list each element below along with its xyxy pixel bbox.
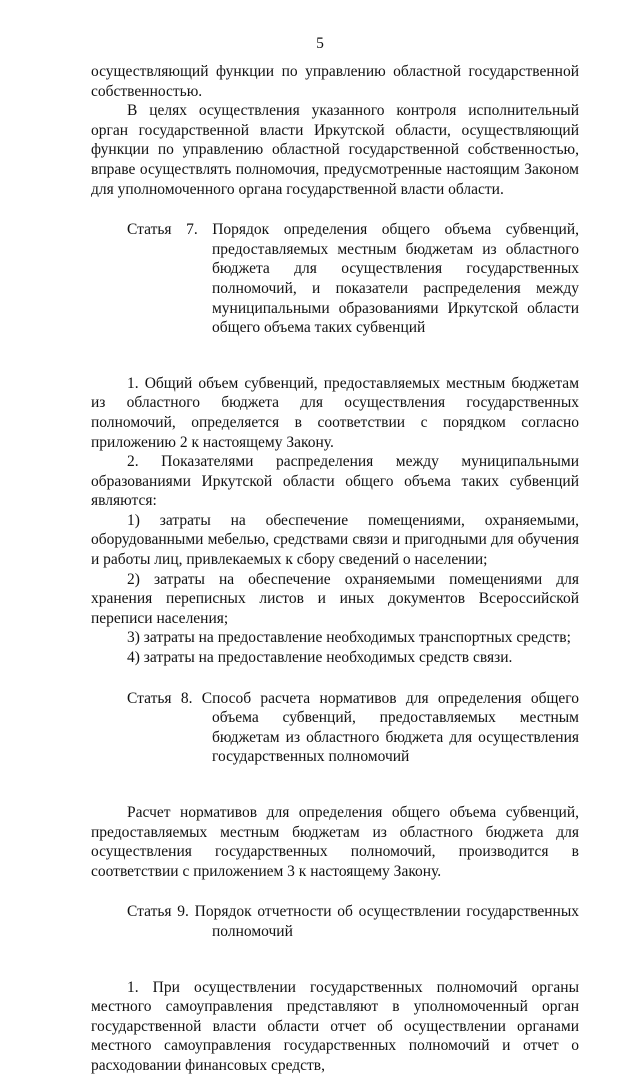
document-body — [91, 62, 579, 1076]
paragraph: 2) затраты на обеспечение охраняемыми помещениями для хранения переписных листов и иных документов Всероссийской переписи населения; — [91, 570, 579, 627]
article-heading: Статья 7. Порядок определения общего объема субвенций, предоставляемых местным бюджетам из областного бюджета для осуществления государственных полномочий, и показатели распределения между муниципальными образованиями Иркутской области общего объема таких субвенций — [127, 221, 579, 337]
page-number: 5 — [316, 35, 324, 52]
paragraph: осуществляющий функции по управлению областной государственной собственностью. — [91, 63, 579, 100]
article-heading: Статья 9. Порядок отчетности об осуществлении государственных полномочий — [127, 903, 579, 940]
paragraph: Расчет нормативов для определения общего объема субвенций, предоставляемых местным бюджетам из областного бюджета для осуществления государственных полномочий, производится в соответствии с приложением 3 к настоящему Закону. — [91, 804, 579, 880]
paragraph: 1) затраты на обеспечение помещениями, охраняемыми, оборудованными мебелью, средствами связи и пригодными для обучения и работы лиц, привлекаемых к сбору сведений о населении; — [91, 511, 579, 569]
paragraph: В целях осуществления указанного контроля исполнительный орган государственной власти Иркутской области, осуществляющий функции по управлению областной государственной собственностью, вправе осуществлять полномочия, предусмотренные настоящим Законом для уполномоченного органа государственной власти области. — [91, 102, 579, 198]
paragraph: 3) затраты на предоставление необходимых транспортных средств; — [127, 629, 571, 647]
paragraph: 1. Общий объем субвенций, предоставляемых местным бюджетам из областного бюджета для осуществления государственных полномочий, определяется в соответствии с порядком согласно приложению 2 к настоящему Закону. — [91, 374, 579, 451]
paragraph: 1. При осуществлении государственных полномочий органы местного самоуправления представляют в уполномоченный орган государственной власти области отчет об осуществлении органами местного самоуправления государственных полномочий и отчет о расходовании финансовых средств, — [91, 978, 579, 1074]
article-heading: Статья 8. Способ расчета нормативов для определения общего объема субвенций, предоставляемых местным бюджетам из областного бюджета для осуществления государственных полномочий — [127, 689, 579, 766]
paragraph: 4) затраты на предоставление необходимых средств связи. — [127, 649, 513, 667]
paragraph: 2. Показателями распределения между муниципальными образованиями Иркутской области общего объема таких субвенций являются: — [91, 453, 579, 510]
